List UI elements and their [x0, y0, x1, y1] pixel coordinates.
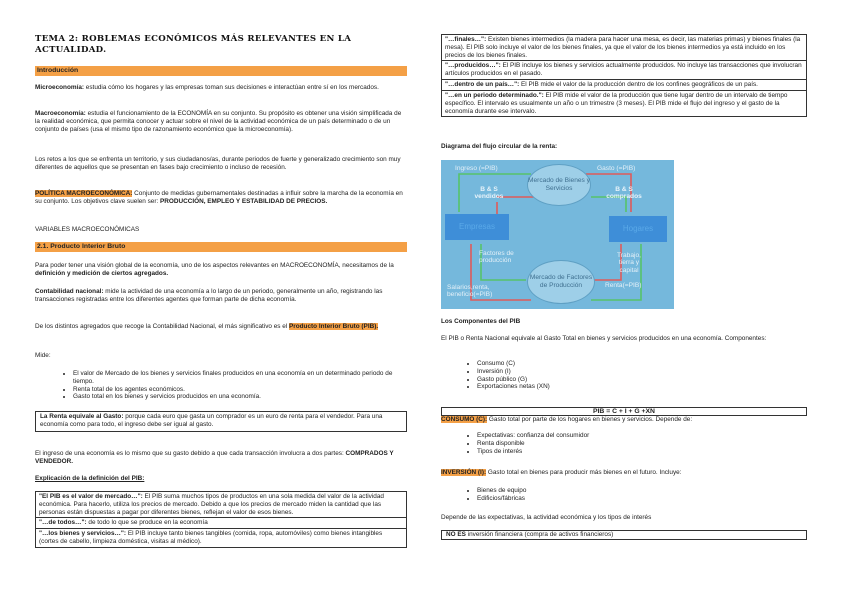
agregados-text: De los distintos agregados que recoge la Contabilidad Nacional, el más significativo es el — [35, 323, 289, 330]
explicacion-term: "…de todos…": — [39, 519, 87, 527]
micro-paragraph — [35, 84, 403, 92]
explicacion-term: "…producidos…": — [445, 62, 501, 70]
explicacion-text: Existen bienes intermedios (la madera para hacer una mesa, es decir, las materias primas) y bienes finales (la mesa). El PIB solo incluye el valor de los bienes finales, ya que el valor de los bienes intermedios ya está incluido en los precios de los bienes finales. — [445, 36, 801, 59]
explicacion-row — [36, 518, 406, 529]
trabajo-label: Trabajo, tierra y capital — [617, 252, 641, 274]
explicacion-text: El PIB incluye los bienes y servicios actualmente producidos. No incluye las transacciones que involucran artículos producidos en el pasado. — [445, 62, 802, 78]
consumo-term: CONSUMO (C): — [441, 416, 488, 423]
mide-list — [35, 370, 403, 401]
micro-text: estudia cómo los hogares y las empresas toman sus decisiones e interactúan entre sí en los mercados. — [84, 84, 379, 91]
gasto-label: Gasto (=PIB) — [597, 165, 636, 172]
diagram-heading: Diagrama del flujo circular de la renta: — [441, 143, 558, 150]
ingreso-text: El ingreso de una economía es lo mismo que su gasto debido a que cada transacción involucra a dos partes: — [35, 450, 346, 457]
renta-label: Renta(=PIB) — [605, 282, 642, 289]
contabilidad-paragraph — [35, 288, 403, 304]
consumo-item: • Tipos de interés — [477, 448, 777, 456]
explicacion-text: de todo lo que se produce en la economía — [86, 519, 208, 527]
explicacion-term: "…los bienes y servicios…": — [39, 530, 127, 538]
explicacion-text: El PIB mide el valor de la producción dentro de los confines geográficos de un país. — [519, 81, 758, 89]
renta-gasto-box — [35, 411, 407, 432]
explicacion-table-continued — [441, 34, 807, 117]
inversion-text: Gasto total en bienes para producir más bienes en el futuro. Incluye: — [486, 469, 682, 476]
explicacion-text: El PIB suma muchos tipos de productos en una sola medida del valor de la actividad económica. Para hacerlo, utiliza los precios de mercado. Debido a que los precios de mercado miden la cantidad que las personas están dispuestas a pagar por diferentes bienes, reflejan el valor de esos bienes. — [39, 493, 384, 516]
mide-item: • Gasto total en los bienes y servicios producidos en una economía. — [73, 393, 403, 401]
consumo-text: Gasto total por parte de los hogares en bienes y servicios. Depende de: — [487, 416, 693, 423]
componentes-list — [441, 360, 777, 391]
variables-heading: VARIABLES MACROECONÓMICAS — [35, 226, 140, 233]
retos-paragraph: Los retos a los que se enfrenta un territorio, y sus ciudadanos/as, durante periodos de fuerte y generalizado crecimiento son muy diferentes de aquellos que se presentan en fases bajo crecimiento o incluso de recesión. — [35, 156, 401, 171]
no-es-term: NO ES — [446, 531, 466, 538]
componente-item: • Consumo (C) — [477, 360, 777, 368]
contabilidad-term: Contabilidad nacional: — [35, 288, 104, 295]
ingreso-label: Ingreso (=PIB) — [455, 165, 498, 172]
inversion-paragraph — [441, 469, 803, 477]
inversion-term: INVERSIÓN (I): — [441, 469, 487, 476]
explicacion-row — [442, 35, 806, 61]
inversion-item: • Edificios/fábricas — [477, 495, 777, 503]
mide-label: Mide: — [35, 352, 51, 359]
salarios-label: Salarios,renta, beneficio(=PIB) — [447, 284, 493, 299]
inversion-item: • Bienes de equipo — [477, 487, 777, 495]
bs-comprados-label: B & S comprados — [606, 186, 642, 201]
depende-paragraph: Depende de las expectativas, la actividad económica y los tipos de interés — [441, 514, 652, 521]
macro-term: Macroeconomía: — [35, 110, 86, 117]
mide-item: • El valor de Mercado de los bienes y servicios finales producidos en una economía en un determinado periodo de tiempo. — [73, 370, 403, 386]
politica-paragraph — [35, 190, 403, 206]
explicacion-row — [36, 492, 406, 518]
pib-intro-paragraph — [35, 262, 403, 278]
componente-item: • Inversión (I) — [477, 368, 777, 376]
micro-term: Microeconomía: — [35, 84, 85, 91]
politica-text: Conjunto de medidas gubernamentales destinadas a influir sobre la marcha de la economía en su conjunto. Los objetivos clave suelen ser: — [35, 190, 403, 205]
componente-item: • Exportaciones netas (XN) — [477, 383, 777, 391]
empresas-box: Empresas — [445, 214, 509, 240]
explicacion-text: El PIB incluye tanto bienes tangibles (comida, ropa, automóviles) como bienes intangibles (cortes de cabello, limpieza doméstica, visitas al médico). — [39, 530, 383, 546]
consumo-paragraph — [441, 416, 803, 424]
inversion-list — [441, 487, 777, 503]
consumo-item: • Renta disponible — [477, 440, 777, 448]
mide-item: • Renta total de los agentes económicos. — [73, 386, 403, 394]
factores-label: Factores de producción — [479, 250, 514, 265]
componentes-heading: Los Componentes del PIB — [441, 318, 521, 325]
consumo-item: • Expectativas: confianza del consumidor — [477, 432, 777, 440]
explicacion-term: "…dentro de un país…": — [445, 81, 520, 89]
no-es-text: inversión financiera (compra de activos financieros) — [465, 531, 614, 538]
explicacion-row — [36, 529, 406, 547]
market-factors-node: Mercado de Factores de Producción — [527, 260, 595, 304]
page-title: TEMA 2: ROBLEMAS ECONÓMICOS MÁS RELEVANTES EN LA ACTUALIDAD. — [35, 34, 352, 55]
politica-term: POLÍTICA MACROECONÓMICA: — [35, 190, 133, 197]
politica-goals: PRODUCCIÓN, EMPLEO Y ESTABILIDAD DE PRECIOS. — [160, 197, 328, 205]
hogares-box: Hogares — [609, 216, 667, 242]
macro-text: estudia el funcionamiento de la ECONOMÍA en su conjunto. Su propósito es obtener una visión simplificada de la realidad económica, que permita conocer y actuar sobre el nivel de la actividad económica de un país determinado o de un conjunto de países (usa el mismo tipo de razonamiento económico que la microeconomía). — [35, 110, 402, 133]
circular-flow-diagram — [441, 160, 674, 309]
market-goods-node: Mercado de Bienes y Servicios — [527, 164, 591, 206]
pib-highlight: Producto Interior Bruto (PIB). — [289, 323, 379, 330]
explicacion-term: "El PIB es el valor de mercado…": — [39, 493, 143, 500]
componente-item: • Gasto público (G) — [477, 376, 777, 384]
explicacion-table — [35, 491, 407, 548]
explicacion-row — [442, 91, 806, 116]
ingreso-bold: COMPRADOS Y VENDEDOR. — [35, 450, 394, 465]
macro-paragraph — [35, 110, 403, 133]
explicacion-term: "…en un periodo determinado.": — [445, 91, 544, 99]
pib-intro-text: Para poder tener una visión global de la economía, uno de los aspectos relevantes en MACROECONOMÍA, necesitamos de la — [35, 262, 394, 269]
consumo-list — [441, 432, 777, 455]
explicacion-text: El PIB mide el valor de la producción que tiene lugar dentro de un intervalo de tiempo específico. El intervalo es usualmente un año o un trimestre (3 meses). El PIB mide el flujo del ingreso y el gasto de la economía durante ese intervalo. — [445, 91, 788, 115]
explicacion-row — [442, 80, 806, 91]
componentes-intro: El PIB o Renta Nacional equivale al Gasto Total en bienes y servicios producidos en una economía. Componentes: — [441, 335, 767, 342]
explicacion-term: "…finales…": — [445, 36, 487, 43]
ingreso-paragraph — [35, 450, 403, 466]
renta-text: porque cada euro que gasta un comprador es un euro de renta para el vendedor. Para una economía como para todo, el ingreso debe ser igual al gasto. — [40, 413, 383, 428]
section-heading-introduccion: Introducción — [35, 66, 407, 76]
explicacion-heading: Explicación de la definición del PIB: — [35, 475, 145, 482]
explicacion-row — [442, 61, 806, 80]
pib-intro-bold: definición y medición de ciertos agregados. — [35, 269, 169, 277]
bs-vendidos-label: B & S vendidos — [474, 186, 504, 201]
renta-term: La Renta equivale al Gasto: — [40, 413, 124, 420]
pib-formula: PIB = C + I + G +XN — [441, 407, 807, 416]
section-heading-pib: 2.1. Producto Interior Bruto — [35, 242, 407, 252]
agregados-paragraph — [35, 323, 403, 331]
contabilidad-text: mide la actividad de una economía a lo largo de un periodo, generalmente un año, registrando las transacciones registradas entre los diferentes agentes que forman parte de dicha economía. — [35, 288, 383, 303]
no-es-box — [441, 530, 807, 540]
